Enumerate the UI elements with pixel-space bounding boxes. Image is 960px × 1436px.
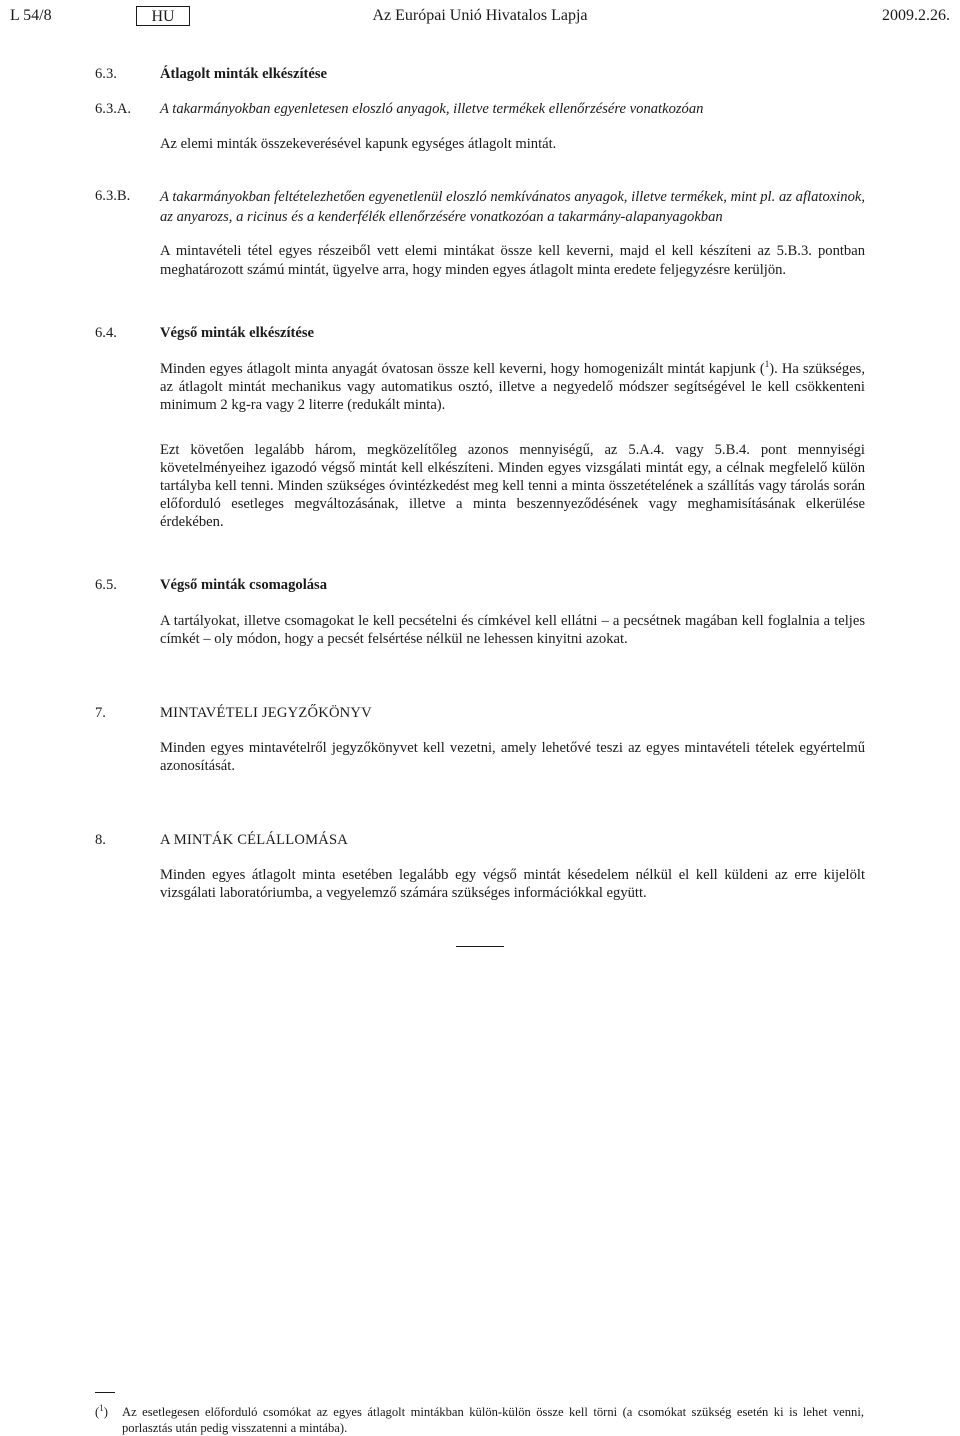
section-number: 6.4. [95, 325, 117, 341]
section-title: Végső minták csomagolása [160, 577, 328, 593]
footnote-marker: ($^1$) [95, 1402, 108, 1419]
page-reference: L 54/8 [10, 7, 52, 24]
page-header [10, 6, 950, 26]
section-number: 6.5. [95, 577, 117, 593]
language-badge: HU [136, 6, 190, 26]
section-body: Ezt követően legalább három, megközelítőleg azonos mennyiségű, az 5.A.4. vagy 5.B.4. pont mennyiségi követelményeihez igazodó végső mintát kell elkészíteni. Minden egyes vizsgálati mintát egy, a célnak megfelelő külön tartályba kell tenni. Minden szükséges óvintézkedést meg kell tenni a minta összetételének a szállítás vagy tárolás során előforduló esetleges megváltozásának, illetve a minta beszennyeződésének vagy meghamisításának elkerülése érdekében. [160, 442, 865, 530]
section-number: 6.3. [95, 66, 117, 82]
journal-title: Az Európai Unió Hivatalos Lapja [372, 7, 588, 24]
publication-date: 2009.2.26. [882, 7, 950, 24]
section-body: Minden egyes mintavételről jegyzőkönyvet kell vezetni, amely lehetővé teszi az egyes mintavételi tételek egyértelmű azonosítását. [160, 740, 865, 774]
footnote-text: Az esetlegesen előforduló csomókat az egyes átlagolt mintákban külön-külön össze kell törni (a csomókat szükség esetén ki is lehet venni, porlasztás után pedig visszatenni a mintába). [122, 1405, 864, 1435]
section-body: Minden egyes átlagolt minta esetében legalább egy végső mintát késedelem nélkül el kell küldeni az erre kijelölt vizsgálati laboratóriumba, a vegyelemző számára szükséges információkkal együtt. [160, 867, 865, 901]
footnote-rule [95, 1392, 115, 1393]
section-body: Minden egyes átlagolt minta anyagát óvatosan össze kell keverni, hogy homogenizált mintát kapjunk ($^1$). Ha szükséges, az átlagolt mintát mechanikus vagy automatikus osztó, illetve a negyedelő módszer segítségével le kell csökkenteni minimum 2 kg-ra vagy 2 literre (redukált minta). [160, 359, 865, 413]
section-body: A tartályokat, illetve csomagokat le kell pecsételni és címkével kell ellátni – a pecsétnek magában kell foglalnia a teljes címkét – oly módon, hogy a pecsét felsértése nélkül ne lehessen kinyitni azokat. [160, 613, 865, 647]
section-title: A takarmányokban feltételezhetően egyenetlenül eloszló nemkívánatos anyagok, illetve termékek, mint pl. az aflatoxinok, az anyarozs, a ricinus és a kenderfélék ellenőrzésére vonatkozóan a takarmány-alapanyagokban [160, 189, 865, 225]
section-title: A takarmányokban egyenletesen eloszló anyagok, illetve termékek ellenőrzésére vonatkozóan [160, 101, 704, 117]
section-title: Átlagolt minták elkészítése [160, 66, 327, 82]
section-number: 6.3.A. [95, 101, 132, 117]
section-number: 6.3.B. [95, 188, 131, 204]
section-body: A mintavételi tétel egyes részeiből vett elemi mintákat össze kell keverni, majd el kell készíteni az 5.B.3. pontban meghatározott számú mintát, ügyelve arra, hogy minden egyes átlagolt minta eredete feljegyzésre kerüljön. [160, 243, 865, 278]
section-title: MINTAVÉTELI JEGYZŐKÖNYV [160, 705, 372, 721]
section-title: Végső minták elkészítése [160, 325, 315, 341]
section-number: 8. [95, 832, 106, 848]
end-separator [456, 946, 504, 947]
section-number: 7. [95, 705, 106, 721]
section-title: A MINTÁK CÉLÁLLOMÁSA [160, 832, 349, 848]
footnote-reference[interactable]: 1 [764, 359, 770, 370]
section-body: Az elemi minták összekeverésével kapunk egységes átlagolt mintát. [160, 136, 557, 152]
